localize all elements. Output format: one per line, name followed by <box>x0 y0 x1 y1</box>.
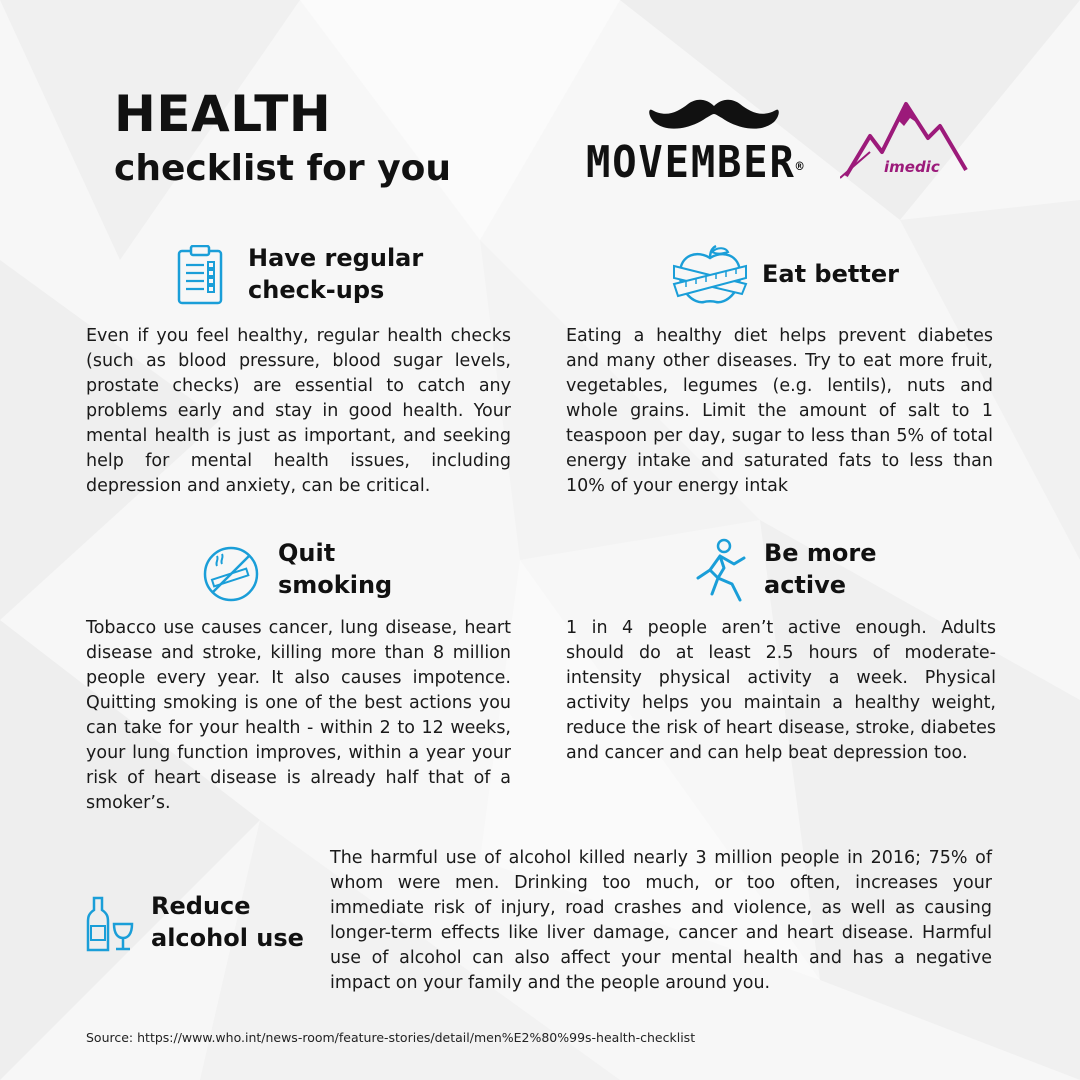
source-citation: Source: https://www.who.int/news-room/feature-stories/detail/men%E2%80%99s-health-checklist <box>86 1030 696 1045</box>
be-more-active-heading: Be more active <box>764 539 877 599</box>
reduce-alcohol-body: The harmful use of alcohol killed nearly 3 million people in 2016; 75% of whom were men. Drinking too much, or too often, increases your immediate risk of injury, road crashes and violence, as well as causing longer-term effects like liver damage, cancer and heart disease. Harmful use of alcohol can also affect your mental health and has a negative impact on your family and the people around you. <box>330 848 992 993</box>
checkups-body: Even if you feel healthy, regular health checks (such as blood pressure, blood sugar levels, prostate checks) are essential to catch any problems early and stay in good health. Your mental health is just as important, and seeking help for mental health issues, including depression and anxiety, can be critical. <box>86 326 511 496</box>
no-smoking-icon <box>201 544 261 604</box>
page-title: HEALTH <box>114 85 332 143</box>
reduce-alcohol-heading: Reduce alcohol use <box>151 892 304 952</box>
imedic-logo-text: imedic <box>884 158 940 176</box>
apple-measuring-tape-icon <box>672 244 748 306</box>
clipboard-checklist-icon <box>176 245 224 305</box>
quit-smoking-heading: Quit smoking <box>278 539 393 599</box>
running-person-icon <box>690 538 748 604</box>
checkups-heading: Have regular check-ups <box>248 244 424 304</box>
eat-better-heading: Eat better <box>762 260 899 288</box>
quit-smoking-body: Tobacco use causes cancer, lung disease, heart disease and stroke, killing more than 8 million people every year. It also causes impotence. Quitting smoking is one of the best actions you can take for your health - within 2 to 12 weeks, your lung function improves, within a year your risk of heart disease is already half that of a smoker’s. <box>86 618 511 813</box>
page-subtitle: checklist for you <box>114 148 452 189</box>
mustache-icon <box>648 96 780 134</box>
be-more-active-body: 1 in 4 people aren’t active enough. Adults should do at least 2.5 hours of moderate-intensity physical activity a week. Physical activity helps you maintain a healthy weight, reduce the risk of heart disease, stroke, diabetes and cancer and can help beat depression too. <box>566 618 996 763</box>
bottle-and-glass-icon <box>86 896 136 952</box>
eat-better-body: Eating a healthy diet helps prevent diabetes and many other diseases. Try to eat more fruit, vegetables, legumes (e.g. lentils), nuts and whole grains. Limit the amount of salt to 1 teaspoon per day, sugar to less than 5% of total energy intake and saturated fats to less than 10% of your energy intak <box>566 326 993 496</box>
movember-logo: MOVEMBER® <box>586 137 804 188</box>
